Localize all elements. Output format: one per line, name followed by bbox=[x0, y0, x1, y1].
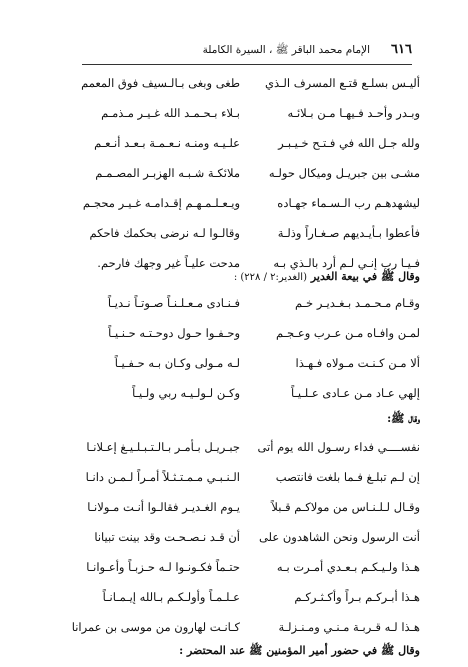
verse-row bbox=[70, 462, 420, 492]
verse-second-hemistich: وحـفـوا حـول دوحـتـه حـنـيـاً bbox=[108, 326, 240, 340]
verse-second-hemistich: طغى وبغى بـالـسيف فوق المعمم bbox=[81, 76, 240, 90]
verse-second-hemistich: وقالـوا لـه نرضى بحكمك فاحكم bbox=[89, 226, 240, 240]
verse-row bbox=[70, 378, 420, 408]
verse-row bbox=[70, 582, 420, 612]
verse-row bbox=[70, 552, 420, 582]
verse-first-hemistich: وبـدر وأحـد فـيهـا مـن بـلائـه bbox=[287, 106, 420, 120]
verse-first-hemistich: فأعطوا بـأيـديهم صـغـاراً وذلـة bbox=[277, 226, 420, 240]
running-title: الإمام محمد الباقر ﷺ ، السيرة الكاملة bbox=[202, 44, 370, 56]
verse-second-hemistich: عـلـمـاً وأولـكـم بـالله إيـمـانـاً bbox=[102, 590, 240, 604]
page-header bbox=[82, 42, 412, 65]
verse-second-hemistich: الـنـبـي مـمـتـثـلاً أمـراً لـمـن دانـا bbox=[85, 470, 240, 484]
verse-second-hemistich: فـنـادى مـعـلـنـاً صـوتـاً نـديـاً bbox=[107, 296, 240, 310]
verse-second-hemistich: أن قـد نـصـحـت وقد بينت تبيانا bbox=[94, 530, 240, 544]
verse-row bbox=[70, 522, 420, 552]
verse-first-hemistich: أنت الرسول ونحن الشاهدون على bbox=[258, 530, 420, 544]
verse-row bbox=[70, 288, 420, 318]
verse-row bbox=[70, 492, 420, 522]
verse-row bbox=[70, 188, 420, 218]
verse-row bbox=[70, 98, 420, 128]
verse-row bbox=[70, 218, 420, 248]
section-label: وقال ﷺ في بيعة الغدير bbox=[310, 270, 420, 283]
verse-first-hemistich: هـذا ولـيـكـم بـعـدي أمـرت بـه bbox=[276, 560, 420, 574]
section-heading bbox=[60, 268, 420, 286]
verse-second-hemistich: ملائكـة شـبـه الهزبـر المصـمـم bbox=[95, 166, 240, 180]
page-number: ٦١٦ bbox=[391, 42, 412, 57]
verse-row bbox=[70, 432, 420, 462]
verse-first-hemistich: إن لـم تبلـغ فـما بلغت فانتصب bbox=[275, 470, 420, 484]
verse-second-hemistich: حتـماً فكـونـوا لـه حـزبـاً وأعـوانـا bbox=[86, 560, 240, 574]
verse-row bbox=[70, 158, 420, 188]
verse-first-hemistich: أليـس بسلـع قتـع المسرف الـذي bbox=[264, 76, 420, 90]
verse-first-hemistich: إلهي عـاد مـن عـادى عـلـيـاً bbox=[291, 386, 420, 400]
verse-first-hemistich: لمـن وافـاه مـن عـرب وعـجـم bbox=[276, 326, 420, 340]
verse-row bbox=[70, 348, 420, 378]
section-label: وقال ﷺ: bbox=[387, 412, 420, 425]
verse-second-hemistich: علـيـه ومنـه نـعـمـة بـعـد أنـعـم bbox=[94, 136, 240, 150]
poem-block-2 bbox=[70, 288, 420, 408]
verse-first-hemistich: هـذا لـه قـربـة مـنـي ومـنـزلـة bbox=[278, 620, 420, 634]
poem-block-3 bbox=[70, 432, 420, 642]
section-label: وقال ﷺ في حضور أمير المؤمنين ﷺ عند المحتضر : bbox=[179, 644, 420, 657]
verse-row bbox=[70, 68, 420, 98]
verse-first-hemistich: ولله جـل الله في فـتـح خـيـبـر bbox=[278, 136, 420, 150]
verse-first-hemistich: وقـال لـلـنـاس من مولاكـم قـبلاً bbox=[271, 500, 420, 514]
verse-first-hemistich: ليشهدهـم رب الـسـماء جهـاده bbox=[277, 196, 420, 210]
verse-first-hemistich: فـيـا رب إنـي لـم أرد بالـذي بـه bbox=[273, 256, 420, 270]
verse-second-hemistich: وكـن لـولـيـه ربي ولـيـاً bbox=[132, 386, 240, 400]
poem-block-1 bbox=[70, 68, 420, 278]
verse-second-hemistich: ويـعـلـمـهـم إقـدامـه غـيـر محجـم bbox=[82, 196, 240, 210]
verse-second-hemistich: لـه مـولى وكـان بـه حـفـيـاً bbox=[114, 356, 240, 370]
verse-second-hemistich: مدحت عليـاً غير وجهك فارحم. bbox=[97, 256, 240, 270]
section-heading bbox=[60, 642, 420, 660]
verse-first-hemistich: مشـى بين جبريـل وميكال حولـه bbox=[268, 166, 420, 180]
verse-second-hemistich: كـانـت لهارون من موسى بن عمرانا bbox=[71, 620, 240, 634]
verse-first-hemistich: نفســــي فداء رسـول الله يوم أتى bbox=[257, 440, 420, 454]
verse-second-hemistich: يـوم الغـديـر فقالـوا أنـت مـولانـا bbox=[87, 500, 240, 514]
verse-second-hemistich: بـلاء بـحـمـد الله غـيـر مـذمـم bbox=[101, 106, 240, 120]
verse-row bbox=[70, 612, 420, 642]
section-heading bbox=[60, 410, 420, 428]
verse-first-hemistich: هـذا أبـركـم بـراً وأكـثـركـم bbox=[294, 590, 420, 604]
verse-first-hemistich: وقـام مـحـمـد بـغـديـر خـم bbox=[295, 296, 420, 310]
verse-first-hemistich: ألا مـن كـنـت مـولاه فـهـذا bbox=[295, 356, 420, 370]
section-reference: (الغدير:٢ / ٢٢٨) : bbox=[233, 272, 307, 283]
verse-second-hemistich: جبـريـل بـأمـر بـالـتـبـلـيـغ إعـلانـا bbox=[86, 440, 240, 454]
verse-row bbox=[70, 128, 420, 158]
verse-row bbox=[70, 318, 420, 348]
